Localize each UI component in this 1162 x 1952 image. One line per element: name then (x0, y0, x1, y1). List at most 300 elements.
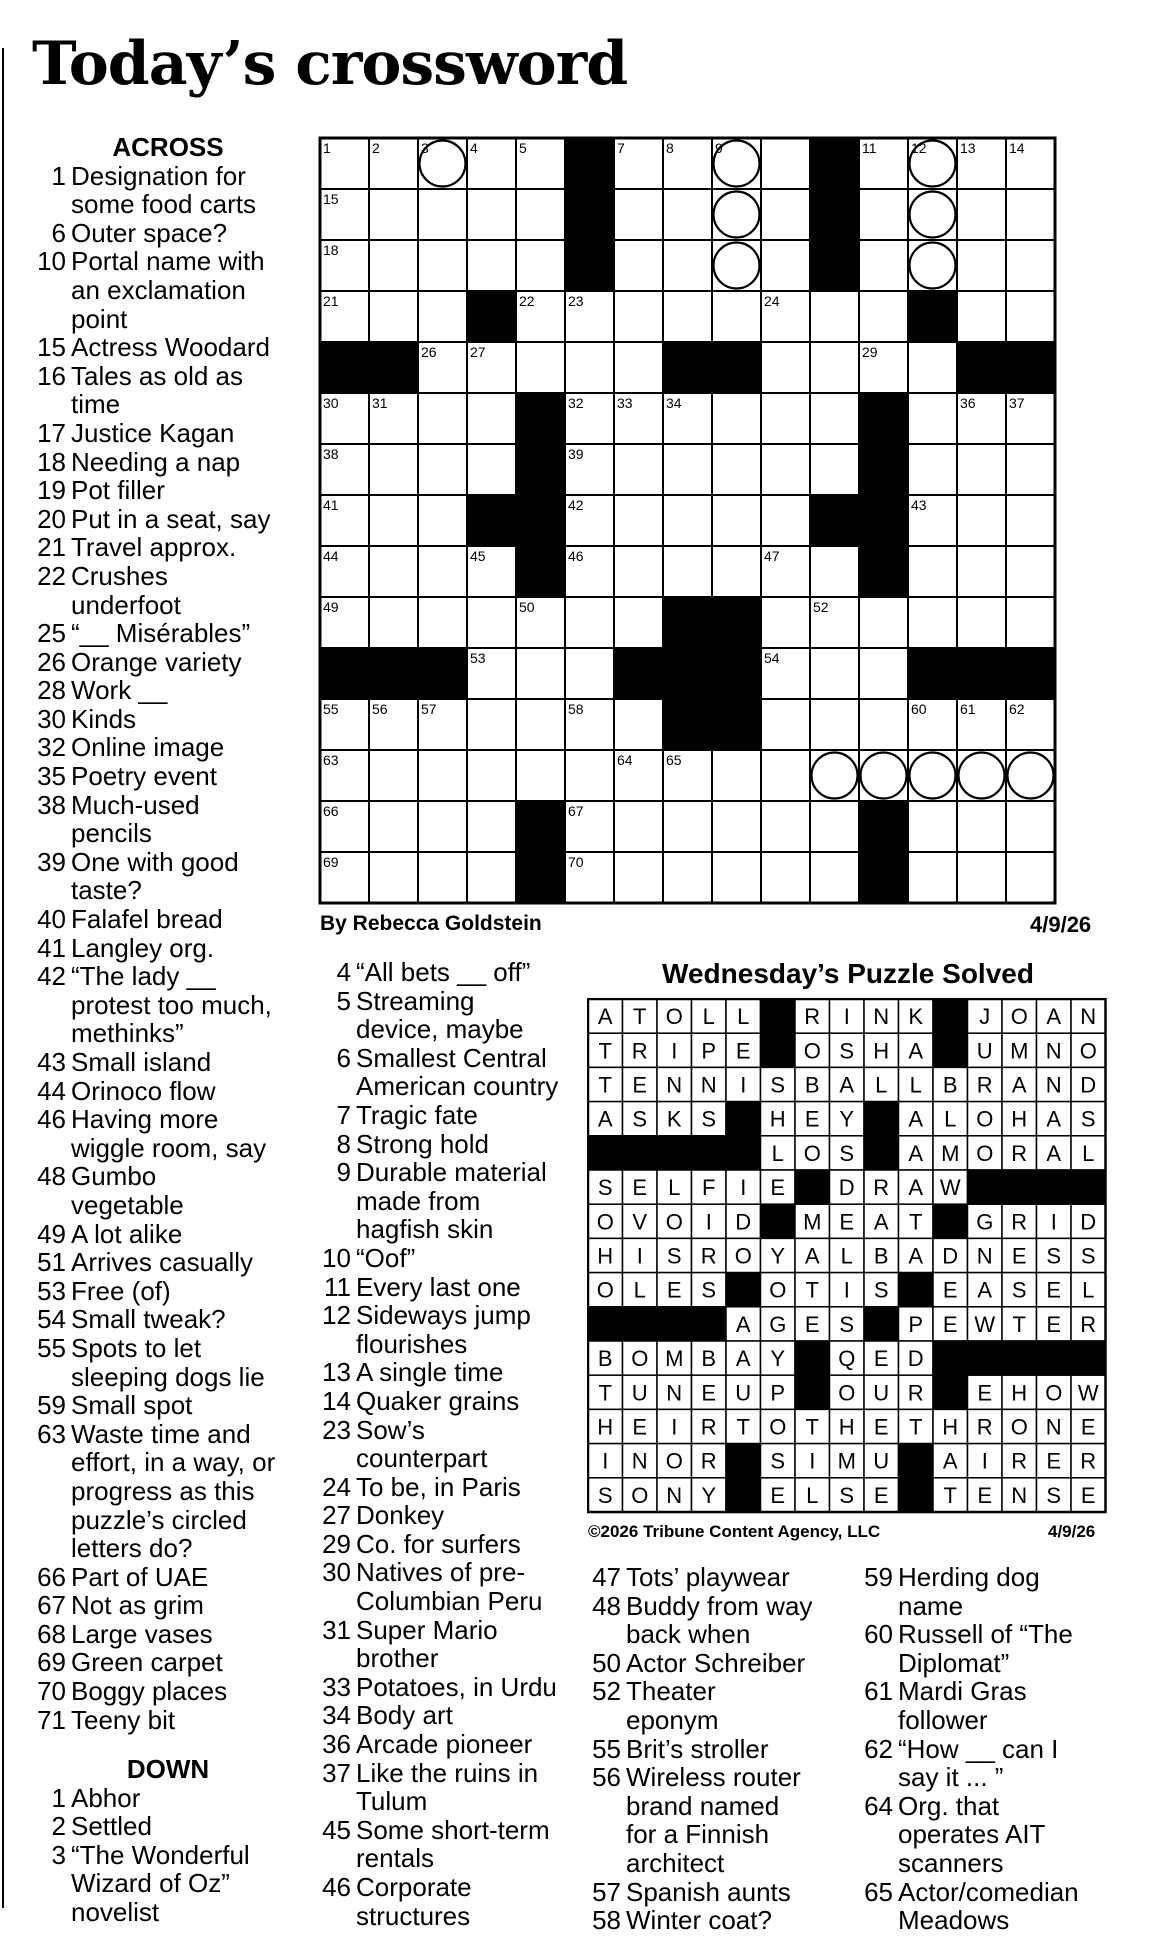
clue-text: Actress Woodard (71, 332, 270, 363)
grid-cell[interactable] (810, 291, 859, 342)
copyright: ©2026 Tribune Content Agency, LLC (588, 1522, 881, 1541)
solved-letter: A (942, 1448, 958, 1474)
down-clues-column-2 (318, 958, 588, 1930)
clue-down-col2-46 (318, 1873, 588, 1930)
grid-cell[interactable] (908, 750, 957, 801)
grid-cell[interactable] (1006, 546, 1055, 597)
grid-cell[interactable] (761, 342, 810, 393)
grid-cell[interactable] (369, 750, 418, 801)
solved-letter: S (1080, 1106, 1096, 1132)
grid-cell[interactable] (418, 291, 467, 342)
grid-cell[interactable] (663, 189, 712, 240)
solved-letter: H (942, 1414, 959, 1440)
grid-cell[interactable] (810, 648, 859, 699)
solved-letter: L (633, 1277, 646, 1303)
cell-number: 10 (813, 140, 829, 156)
grid-cell[interactable] (859, 189, 908, 240)
grid-cell[interactable] (712, 393, 761, 444)
grid-cell[interactable] (859, 291, 908, 342)
clue-text: follower (898, 1704, 988, 1735)
grid-cell[interactable] (712, 852, 761, 903)
clue-across-26 (33, 648, 303, 677)
grid-cell[interactable] (614, 546, 663, 597)
clue-number: 46 (322, 1872, 351, 1902)
grid-cell[interactable] (712, 240, 761, 291)
solved-letter: S (597, 1482, 613, 1508)
grid-cell[interactable] (810, 444, 859, 495)
solved-letter: O (665, 1448, 683, 1474)
grid-cell[interactable] (859, 750, 908, 801)
clue-number: 40 (37, 904, 66, 935)
grid-cell[interactable] (1006, 750, 1055, 801)
clue-number: 43 (37, 1047, 66, 1077)
grid-cell[interactable] (369, 495, 418, 546)
grid-cell[interactable] (418, 546, 467, 597)
clue-number: 17 (37, 417, 66, 448)
solved-letter: A (1011, 1072, 1027, 1098)
solved-letter: L (840, 1243, 853, 1269)
solved-letter: O (631, 1482, 649, 1508)
solved-letter: R (700, 1448, 717, 1474)
clue-text: Kinds (71, 703, 137, 734)
grid-cell[interactable] (712, 495, 761, 546)
solved-letter: T (909, 1414, 923, 1440)
cell-number: 26 (421, 344, 437, 360)
solved-letter: A (1046, 1004, 1062, 1030)
clue-number: 3 (51, 1839, 66, 1870)
solved-black-square (968, 1341, 1003, 1375)
grid-cell[interactable] (467, 444, 516, 495)
grid-cell[interactable] (369, 444, 418, 495)
grid-cell[interactable] (957, 852, 1006, 903)
grid-cell[interactable] (614, 291, 663, 342)
solved-letter: O (631, 1346, 649, 1372)
solved-letter: I (671, 1414, 678, 1440)
grid-cell[interactable] (663, 240, 712, 291)
solved-letter: K (908, 1004, 924, 1030)
solved-letter: S (701, 1277, 717, 1303)
grid-cell[interactable] (369, 546, 418, 597)
clue-down-col3-50 (588, 1649, 860, 1678)
grid-cell[interactable] (1006, 189, 1055, 240)
clue-text: novelist (71, 1896, 160, 1927)
clue-across-22 (33, 562, 303, 619)
clue-number: 64 (864, 1790, 893, 1821)
grid-cell[interactable] (810, 342, 859, 393)
solved-letter: L (668, 1175, 681, 1201)
grid-cell[interactable] (565, 750, 614, 801)
solved-letter: S (1011, 1277, 1027, 1303)
grid-cell[interactable] (369, 597, 418, 648)
solved-letter: E (1080, 1482, 1096, 1508)
grid-cell[interactable] (369, 852, 418, 903)
grid-cell[interactable] (516, 342, 565, 393)
clue-text: Arrives casually (71, 1247, 254, 1278)
grid-cell[interactable] (761, 801, 810, 852)
cell-number: 66 (323, 803, 339, 819)
solved-letter: I (740, 1175, 747, 1201)
grid-cell[interactable] (369, 291, 418, 342)
solved-letter: O (1045, 1380, 1063, 1406)
grid-cell[interactable] (908, 393, 957, 444)
grid-cell[interactable] (369, 801, 418, 852)
grid-cell[interactable] (957, 750, 1006, 801)
clue-text: Having more (71, 1104, 219, 1135)
grid-cell[interactable] (957, 597, 1006, 648)
grid-cell[interactable] (1006, 444, 1055, 495)
clue-text: Streaming (356, 985, 475, 1016)
cell-number: 3 (421, 140, 429, 156)
grid-cell[interactable] (418, 189, 467, 240)
solved-black-square (588, 1136, 623, 1170)
solved-letter: G (976, 1209, 994, 1235)
clue-number: 69 (37, 1647, 66, 1678)
clue-text: device, maybe (356, 1014, 524, 1045)
clue-down-col4-59 (860, 1563, 1140, 1620)
grid-cell[interactable] (418, 597, 467, 648)
grid-cell[interactable] (1006, 852, 1055, 903)
grid-cell[interactable] (810, 546, 859, 597)
grid-cell[interactable] (810, 801, 859, 852)
grid-cell[interactable] (516, 189, 565, 240)
grid-cell[interactable] (761, 189, 810, 240)
cell-number: 56 (372, 701, 388, 717)
clue-across-21 (33, 533, 303, 562)
cell-number: 8 (666, 140, 674, 156)
grid-cell[interactable] (957, 240, 1006, 291)
grid-cell[interactable] (516, 750, 565, 801)
grid-cell[interactable] (859, 597, 908, 648)
grid-cell[interactable] (663, 801, 712, 852)
grid-cell[interactable] (712, 291, 761, 342)
grid-cell[interactable] (957, 546, 1006, 597)
grid-cell[interactable] (516, 699, 565, 750)
clue-text: To be, in Paris (356, 1471, 521, 1502)
grid-cell[interactable] (614, 189, 663, 240)
grid-cell[interactable] (957, 495, 1006, 546)
clue-down-col2-13 (318, 1358, 588, 1387)
clue-across-30 (33, 705, 303, 734)
solved-letter: B (701, 1346, 717, 1372)
grid-cell[interactable] (565, 597, 614, 648)
grid-cell[interactable] (908, 852, 957, 903)
clue-text: Designation for (71, 160, 246, 191)
grid-cell[interactable] (614, 495, 663, 546)
grid-cell[interactable] (418, 750, 467, 801)
grid-cell[interactable] (467, 699, 516, 750)
clue-text: structures (356, 1900, 471, 1931)
clue-across-39 (33, 848, 303, 905)
clue-text: an exclamation (71, 274, 246, 305)
clue-across-48 (33, 1162, 303, 1219)
solved-letter: U (631, 1380, 648, 1406)
clue-text: hagfish skin (356, 1214, 494, 1245)
solved-letter: E (1046, 1277, 1062, 1303)
grid-cell[interactable] (418, 495, 467, 546)
grid-cell[interactable] (516, 240, 565, 291)
grid-cell[interactable] (663, 546, 712, 597)
clue-text: Online image (71, 732, 225, 763)
clue-number: 32 (37, 732, 66, 763)
cell-number: 21 (323, 293, 339, 309)
clue-down-col1-2 (33, 1812, 303, 1841)
grid-cell[interactable] (761, 699, 810, 750)
clue-down-col2-24 (318, 1473, 588, 1502)
cell-number: 53 (470, 650, 486, 666)
grid-cell[interactable] (467, 393, 516, 444)
cell-number: 47 (764, 548, 780, 564)
clue-across-66 (33, 1563, 303, 1592)
cell-number: 71 (862, 854, 878, 870)
clue-down-col3-48 (588, 1592, 860, 1649)
solved-letter: W (1077, 1380, 1099, 1406)
solved-letter: O (1010, 1004, 1028, 1030)
solved-letter: R (700, 1243, 717, 1269)
grid-cell[interactable] (418, 801, 467, 852)
grid-cell[interactable] (761, 852, 810, 903)
grid-cell[interactable] (908, 240, 957, 291)
grid-cell[interactable] (712, 189, 761, 240)
solved-letter: H (769, 1106, 786, 1132)
clue-text: Spanish aunts (626, 1876, 791, 1907)
grid-cell[interactable] (663, 444, 712, 495)
grid-cell[interactable] (516, 648, 565, 699)
grid-cell[interactable] (761, 138, 810, 189)
clue-number: 19 (37, 475, 66, 506)
cell-number: 29 (862, 344, 878, 360)
grid-cell[interactable] (908, 342, 957, 393)
solved-letter: H (838, 1414, 855, 1440)
black-square (320, 342, 369, 393)
grid-cell[interactable] (908, 189, 957, 240)
cell-number: 62 (1009, 701, 1025, 717)
clue-text: Durable material (356, 1157, 547, 1188)
black-square (957, 648, 1006, 699)
grid-cell[interactable] (565, 342, 614, 393)
grid-cell[interactable] (369, 189, 418, 240)
grid-cell[interactable] (1006, 240, 1055, 291)
grid-cell[interactable] (908, 597, 957, 648)
grid-cell[interactable] (712, 750, 761, 801)
solved-letter: I (671, 1038, 678, 1064)
clue-text: Brit’s stroller (626, 1733, 769, 1764)
down-clues-column-1 (33, 1755, 303, 1927)
solved-letter: N (631, 1448, 648, 1474)
left-margin-rule (2, 48, 4, 1908)
solved-letter: O (976, 1106, 994, 1132)
solved-black-square (726, 1102, 761, 1136)
clue-number: 26 (37, 646, 66, 677)
solved-letter: E (632, 1414, 648, 1440)
grid-cell[interactable] (614, 240, 663, 291)
grid-cell[interactable] (614, 444, 663, 495)
cell-number: 43 (911, 497, 927, 513)
clue-number: 22 (37, 560, 66, 591)
solved-letter: E (804, 1106, 820, 1132)
grid-cell[interactable] (810, 852, 859, 903)
clue-down-col2-4 (318, 958, 588, 987)
grid-cell[interactable] (1006, 801, 1055, 852)
grid-cell[interactable] (614, 342, 663, 393)
clue-text: Langley org. (71, 932, 215, 963)
clue-text: Like the ruins in (356, 1757, 539, 1788)
grid-cell[interactable] (1006, 495, 1055, 546)
grid-cell[interactable] (565, 648, 614, 699)
grid-cell[interactable] (614, 852, 663, 903)
grid-cell[interactable] (418, 393, 467, 444)
grid-cell[interactable] (663, 852, 712, 903)
crossword-grid[interactable] (318, 136, 1110, 908)
grid-cell[interactable] (467, 750, 516, 801)
clue-down-col3-55 (588, 1735, 860, 1764)
solved-letter: N (666, 1482, 683, 1508)
solved-letter: D (735, 1209, 752, 1235)
grid-cell[interactable] (908, 444, 957, 495)
black-square (516, 801, 565, 852)
grid-cell[interactable] (418, 240, 467, 291)
cell-number: 50 (519, 599, 535, 615)
solved-black-square (761, 1204, 796, 1238)
grid-cell[interactable] (761, 750, 810, 801)
grid-cell[interactable] (712, 801, 761, 852)
cell-number: 63 (323, 752, 339, 768)
grid-cell[interactable] (467, 189, 516, 240)
grid-cell[interactable] (859, 648, 908, 699)
solved-letter: U (976, 1038, 993, 1064)
solved-letter: O (803, 1140, 821, 1166)
clue-number: 5 (336, 985, 351, 1016)
solved-black-square (1071, 1341, 1106, 1375)
grid-cell[interactable] (761, 597, 810, 648)
grid-cell[interactable] (957, 291, 1006, 342)
grid-cell[interactable] (1006, 291, 1055, 342)
solved-letter: L (702, 1004, 715, 1030)
clue-number: 67 (37, 1590, 66, 1621)
black-square (712, 648, 761, 699)
grid-cell[interactable] (957, 444, 1006, 495)
solved-letter: U (873, 1448, 890, 1474)
solved-letter: N (700, 1072, 717, 1098)
grid-cell[interactable] (369, 240, 418, 291)
cell-number: 32 (568, 395, 584, 411)
grid-cell[interactable] (418, 852, 467, 903)
solved-letter: A (804, 1243, 820, 1269)
clue-across-67 (33, 1591, 303, 1620)
solved-black-square (761, 1033, 796, 1067)
clue-down-col2-6 (318, 1044, 588, 1101)
grid-cell[interactable] (712, 546, 761, 597)
grid-cell[interactable] (467, 801, 516, 852)
solved-letter: P (908, 1311, 924, 1337)
clue-text: time (71, 389, 121, 420)
solved-black-square (761, 999, 796, 1033)
clue-number: 49 (37, 1218, 66, 1249)
solved-letter: O (838, 1380, 856, 1406)
solved-letter: E (632, 1072, 648, 1098)
grid-cell[interactable] (761, 495, 810, 546)
cell-number: 61 (960, 701, 976, 717)
black-square (663, 342, 712, 393)
black-square (516, 393, 565, 444)
solved-letter: E (701, 1380, 717, 1406)
solved-letter: A (908, 1175, 924, 1201)
solved-letter: I (809, 1448, 816, 1474)
grid-cell[interactable] (663, 291, 712, 342)
clue-down-col2-45 (318, 1816, 588, 1873)
clue-down-col2-10 (318, 1244, 588, 1273)
grid-cell[interactable] (761, 393, 810, 444)
clue-number: 6 (51, 217, 66, 248)
grid-cell[interactable] (957, 189, 1006, 240)
black-square (369, 342, 418, 393)
grid-cell[interactable] (712, 444, 761, 495)
grid-cell[interactable] (810, 393, 859, 444)
grid-cell[interactable] (859, 240, 908, 291)
clue-text: American country (356, 1071, 559, 1102)
grid-cell[interactable] (957, 801, 1006, 852)
grid-cell[interactable] (761, 240, 810, 291)
grid-cell[interactable] (810, 699, 859, 750)
grid-cell[interactable] (810, 750, 859, 801)
cell-number: 22 (519, 293, 535, 309)
solved-letter: E (1046, 1448, 1062, 1474)
solved-letter: O (769, 1277, 787, 1303)
solved-letter: S (839, 1482, 855, 1508)
clue-text: Sideways jump (356, 1300, 531, 1331)
clue-text: Poetry event (71, 761, 217, 792)
grid-cell[interactable] (859, 699, 908, 750)
clue-number: 59 (864, 1562, 893, 1592)
clue-down-col2-11 (318, 1273, 588, 1302)
grid-cell[interactable] (467, 597, 516, 648)
solved-letter: Y (701, 1482, 717, 1508)
clue-text: flourishes (356, 1328, 468, 1359)
grid-cell[interactable] (908, 546, 957, 597)
grid-cell[interactable] (761, 444, 810, 495)
clue-across-40 (33, 905, 303, 934)
solved-letter: S (839, 1311, 855, 1337)
grid-cell[interactable] (467, 240, 516, 291)
clue-across-42 (33, 962, 303, 1048)
clue-down-col4-60 (860, 1620, 1140, 1677)
clue-text: protest too much, (71, 989, 272, 1020)
cell-number: 7 (617, 140, 625, 156)
solved-letter: T (943, 1482, 957, 1508)
clue-down-col3-56 (588, 1763, 860, 1877)
solved-letter: G (769, 1311, 787, 1337)
grid-cell[interactable] (908, 801, 957, 852)
solved-black-square (1037, 1170, 1072, 1204)
clue-down-col3-57 (588, 1878, 860, 1907)
grid-cell[interactable] (663, 495, 712, 546)
grid-cell[interactable] (614, 699, 663, 750)
clue-down-col2-27 (318, 1501, 588, 1530)
grid-cell[interactable] (467, 852, 516, 903)
grid-cell[interactable] (1006, 597, 1055, 648)
solved-black-square (623, 1307, 658, 1341)
clue-text: Small spot (71, 1390, 193, 1421)
solved-letter: I (843, 1004, 850, 1030)
grid-cell[interactable] (418, 444, 467, 495)
black-square (320, 648, 369, 699)
grid-cell[interactable] (614, 597, 663, 648)
clue-text: Theater (626, 1676, 716, 1707)
clue-text: Pot filler (71, 475, 165, 506)
clue-number: 68 (37, 1618, 66, 1649)
clue-number: 51 (37, 1247, 66, 1278)
solved-black-square (795, 1341, 830, 1375)
grid-cell[interactable] (614, 801, 663, 852)
